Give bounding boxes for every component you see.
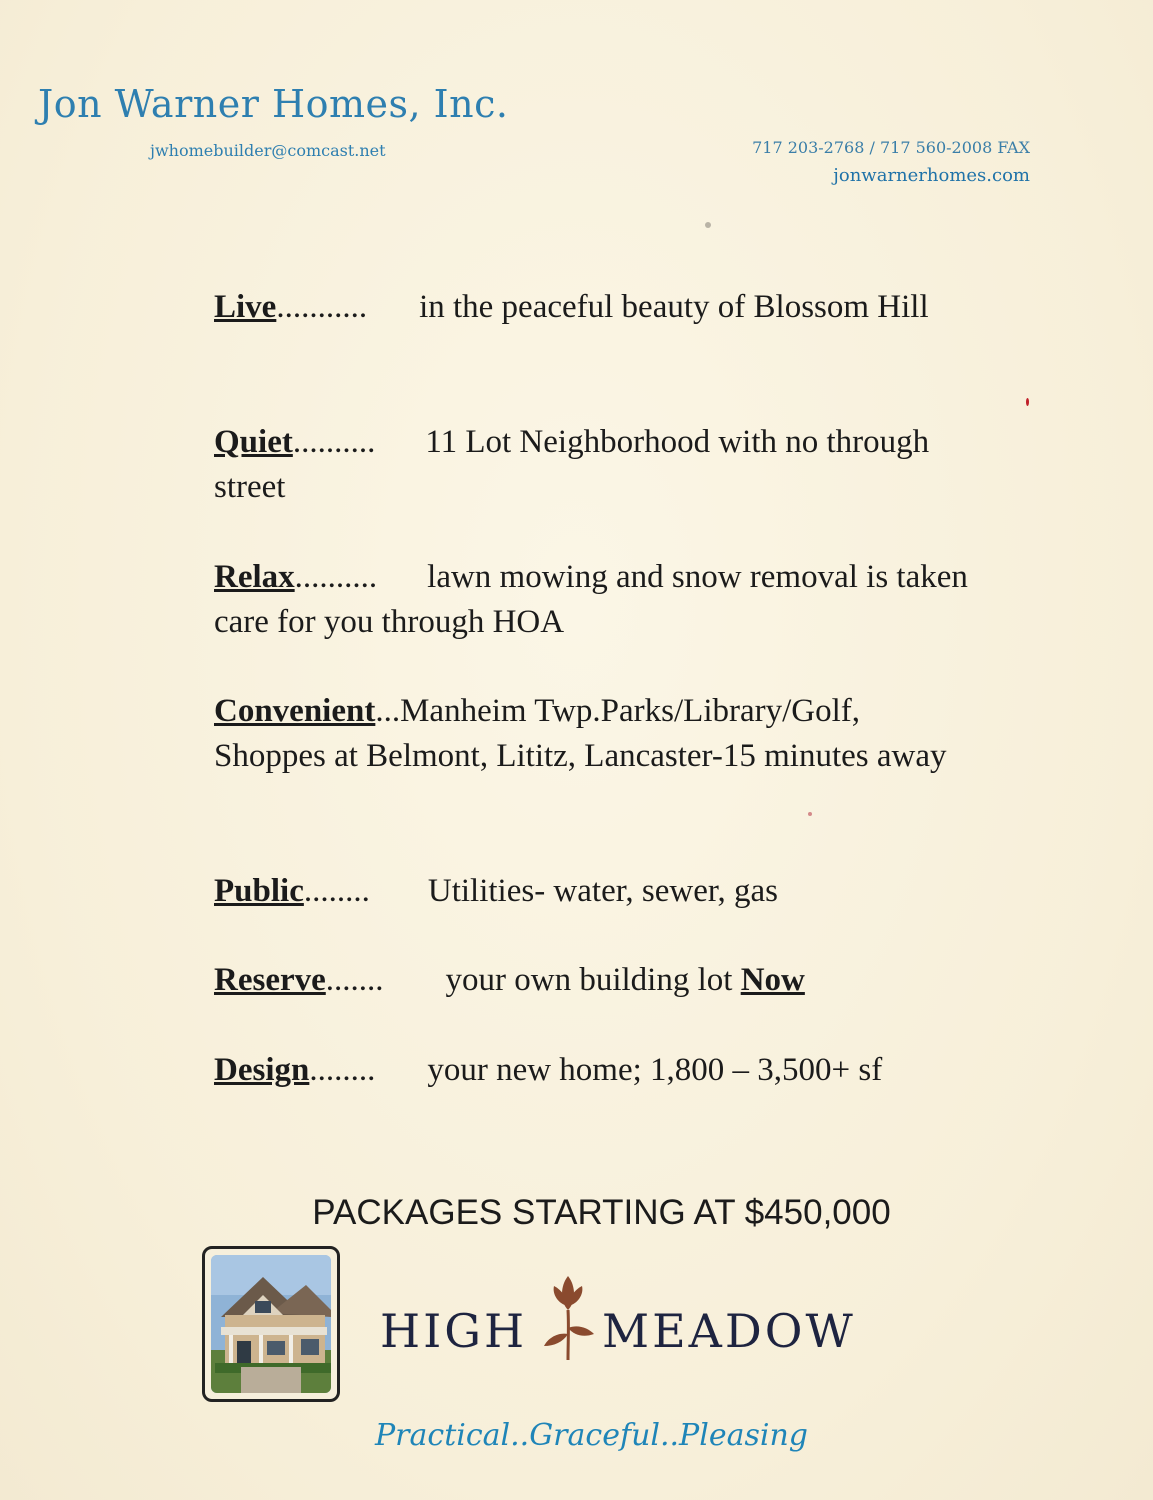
feature-text: lawn mowing and snow removal is taken care for you through HOA (214, 559, 968, 640)
paper-speck (705, 222, 711, 228)
paper-speck (808, 812, 812, 816)
feature-dots: ........... (276, 289, 368, 325)
logo-text-high: HIGH (380, 1304, 528, 1358)
flower-icon (538, 1272, 598, 1362)
feature-text: 11 Lot Neighborhood with no through street (214, 424, 930, 505)
feature-text: Manheim Twp.Parks/Library/Golf, Shoppes at Belmont, Lititz, Lancaster-15 minutes away (214, 693, 947, 774)
feature-emphasis: Now (740, 962, 805, 998)
feature-term: Live (214, 289, 277, 325)
feature-dots: ... (375, 693, 401, 729)
company-name: Jon Warner Homes, Inc. (38, 82, 509, 126)
feature-term: Design (214, 1052, 310, 1088)
packages-price: PACKAGES STARTING AT $450,000 (312, 1193, 891, 1232)
tagline: Practical..Graceful..Pleasing (375, 1418, 808, 1453)
feature-design (214, 1048, 974, 1093)
feature-text: in the peaceful beauty of Blossom Hill (419, 289, 929, 325)
company-website: jonwarnerhomes.com (833, 165, 1030, 186)
feature-dots: ....... (325, 962, 384, 998)
feature-quiet (214, 420, 974, 510)
feature-dots: ........ (303, 873, 370, 909)
feature-convenient (214, 689, 974, 779)
feature-term: Relax (214, 559, 295, 595)
feature-text: your own building lot (445, 962, 733, 998)
feature-text: your new home; 1,800 – 3,500+ sf (427, 1052, 883, 1088)
house-illustration (211, 1255, 331, 1393)
feature-term: Reserve (214, 962, 326, 998)
feature-reserve (214, 958, 974, 1003)
feature-term: Quiet (214, 424, 293, 460)
company-email: jwhomebuilder@comcast.net (150, 141, 386, 160)
feature-relax (214, 555, 974, 645)
paper-speck (1026, 398, 1029, 406)
high-meadow-logo (380, 1272, 880, 1372)
feature-dots: .......... (294, 559, 378, 595)
feature-public (214, 869, 974, 914)
feature-term: Public (214, 873, 304, 909)
feature-live (214, 285, 974, 330)
feature-dots: ........ (309, 1052, 376, 1088)
feature-term: Convenient (214, 693, 376, 729)
house-photo (202, 1246, 340, 1402)
logo-text-meadow: MEADOW (602, 1304, 856, 1358)
feature-dots: .......... (292, 424, 376, 460)
company-phone: 717 203-2768 / 717 560-2008 FAX (752, 138, 1030, 157)
feature-text: Utilities- water, sewer, gas (427, 873, 779, 909)
